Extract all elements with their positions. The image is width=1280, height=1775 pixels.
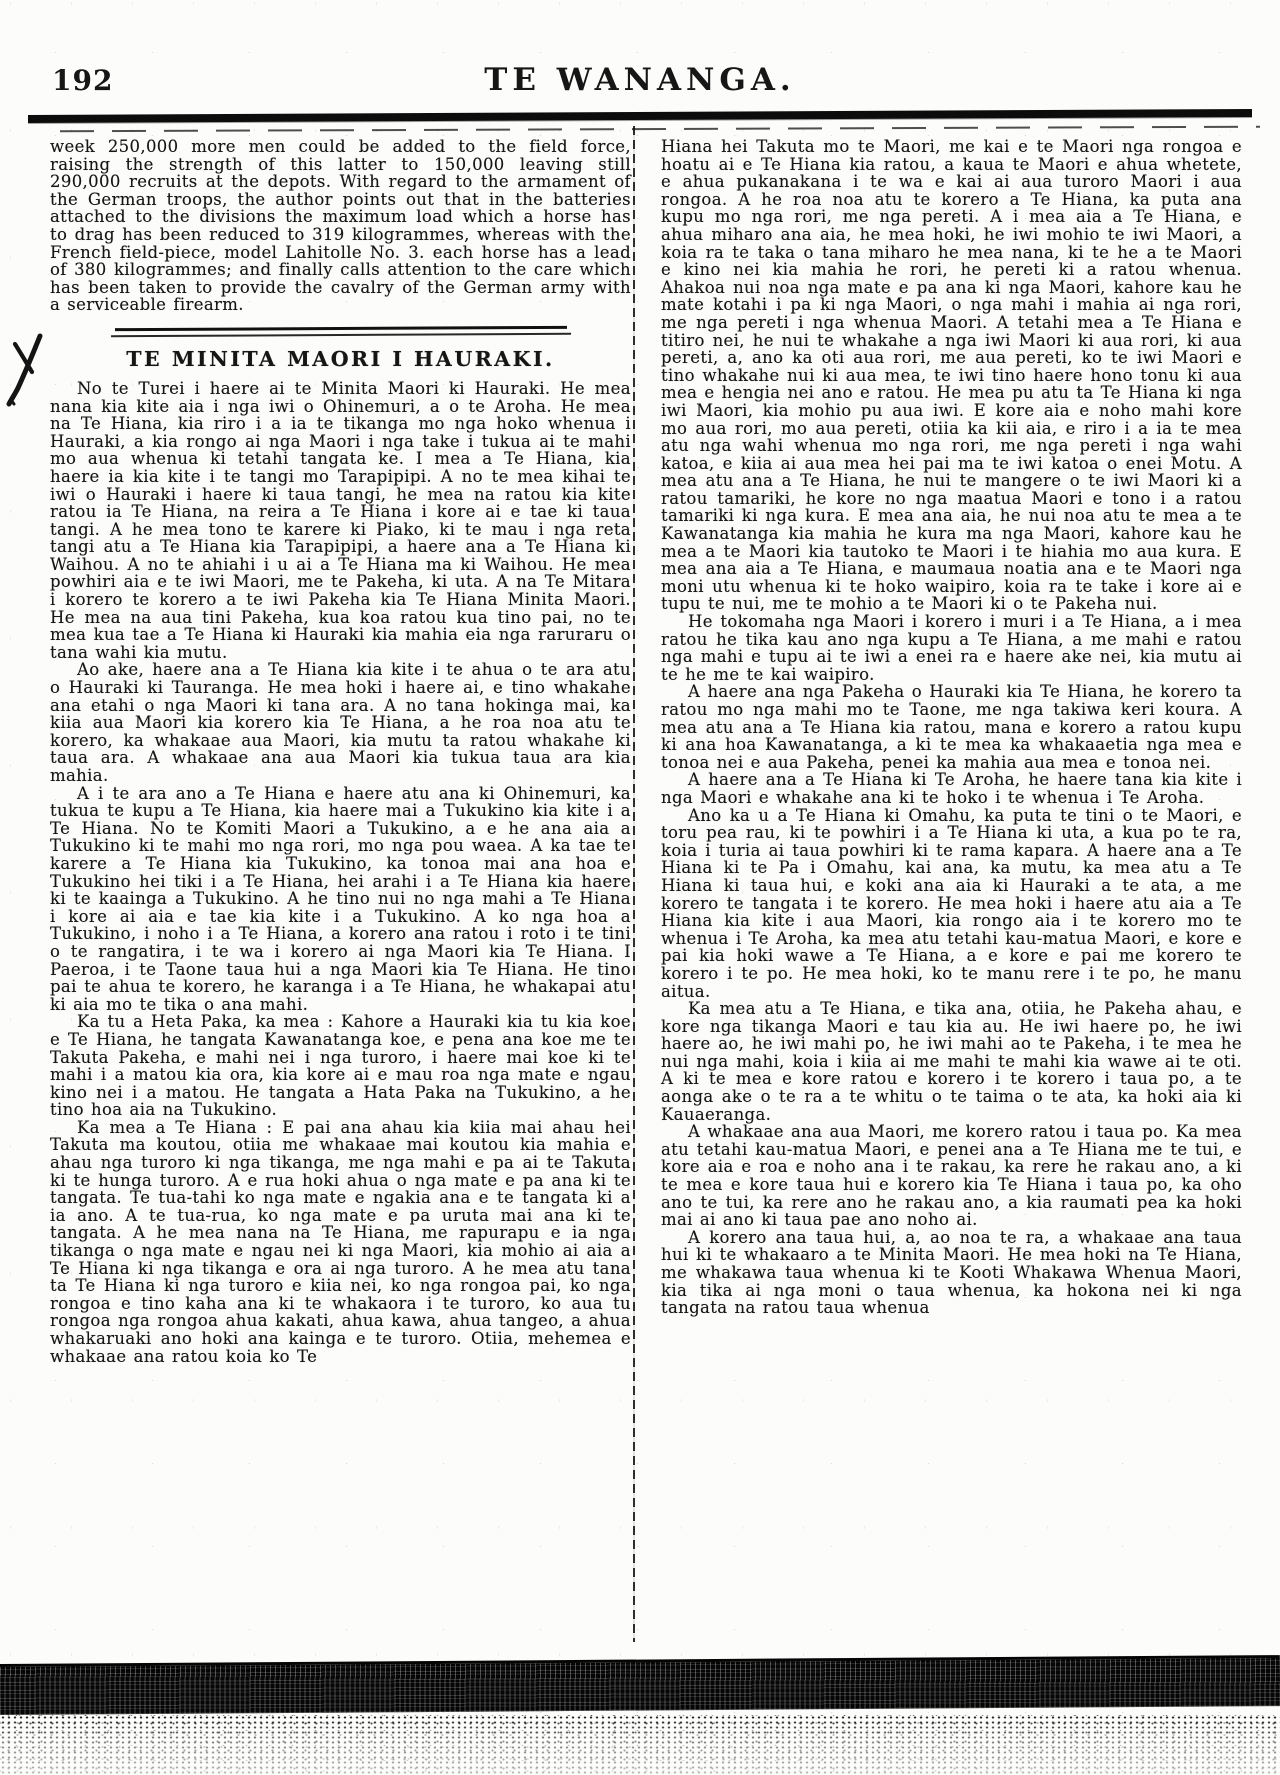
- paragraph: A haere ana nga Pakeha o Hauraki kia Te Hiana, he korero ta ratou mo nga mahi mo te Taone, me nga takiwa keri koura. A mea atu ana a Te Hiana kia ratou, mana e korero a ratou kupu ki ana hoa Kawanatanga, a ki te mea ka whakaaetia nga mea e tonoa nei e aua Pakeha, penei ka mahia aua mea e tonoa nei.: [661, 682, 1242, 772]
- handwritten-x-mark: [6, 330, 52, 410]
- paragraph: Ao ake, haere ana a Te Hiana kia kite i te ahua o te ara atu o Hauraki ki Tauranga. He mea hoki i haere ai, e tino whakahe ana etahi o nga Maori ki tana ara. A no tana hokinga mai, ka kiia aua Maori kia korero kia Te Hiana, a he roa noa atu te korero, ka whakaae aua Maori, kia mutu ta ratou whakahe ki taua ara. A whakaae ana aua Maori kia tukua taua ara kia mahia.: [50, 660, 631, 785]
- scan-artifact-band: [0, 1664, 1280, 1772]
- paragraph: Hiana hei Takuta mo te Maori, me kai e te Maori nga rongoa e hoatu ai e Te Hiana kia ratou, a kaua te Maori e ahua whetete, e ahua pukanakana i te wa e kai ai aua turoro Maori i aua rongoa. A he roa noa atu te korero a Te Hiana, ka puta ana kupu mo nga rori, me nga pereti. A i mea aia a Te Hiana, e ahua miharo ana aia, he mea hoki, he iwi mohio te iwi Maori, a koia ra te taka o tana miharo he mea nana, ki te he a te Maori e kino nei kia mahia he rori, he pereti ki a ratou whenua. Ahakoa nui noa nga mate e pa ana ki nga Maori, kahore kau he mate kotahi i pa ki nga Maori, o nga mahi i mahia ai nga rori, me nga pereti i nga whenua Maori. A tetahi mea a Te Hiana e titiro nei, he nui te whakahe a nga iwi Maori ki aua rori, ki aua pereti, a, ano ka oti aua rori, me aua pereti, ko te iwi Maori e tino whakahe nui ki aua mea, te iwi tino haere hono tonu ki aua mea e hengia nei ano e ratou. He mea pu atu ta Te Hiana ki nga iwi Maori, kia mohio pu aua iwi. E kore aia e noho mahi kore mo aua rori, mo aua pereti, otiia ka kii aia, e riro i a ia te mea atu nga wahi whenua mo nga rori, me nga pereti i nga wahi katoa, e kiia ai aua mea hei pai ma te iwi katoa o enei Motu. A mea atu ana a Te Hiana, he nui te mangere o te iwi Maori ki a ratou tamariki, he kore no nga maatua Maori e tono i a ratou tamariki ki nga kura. E mea ana aia, he nui noa atu te mea a te Kawanatanga kia mahia he kura ma nga Maori, kahore kau he mea a te Maori kia tautoko te Maori i te hiahia mo aua kura. E mea ana aia a Te Hiana, e maumaua noatia ana e te Maori nga moni utu whenua ki te hoko waipiro, koia ra te take i kore ai e tupu te nui, me te mohio a te Maori ki o te Pakeha nui.: [661, 137, 1242, 614]
- header-rule: [28, 109, 1252, 123]
- section-divider-rule: [110, 326, 570, 337]
- paragraph: A haere ana a Te Hiana ki Te Aroha, he haere tana kia kite i nga Maori e whakahe ana ki te hoko i te whenua i Te Aroha.: [661, 770, 1242, 807]
- paragraph: He tokomaha nga Maori i korero i muri i a Te Hiana, a i mea ratou he tika kau ano nga kupu a Te Hiana, a me mahi e ratou nga mahi e tupu ai te iwi a enei ra e haere ake nei, kia mutu ai te he me te kai waipiro.: [661, 612, 1242, 684]
- scan-speckle-noise: [0, 1715, 1280, 1775]
- right-column: [661, 138, 1242, 1365]
- paragraph: Ano ka u a Te Hiana ki Omahu, ka puta te tini o te Maori, e toru pea rau, ki te powhiri i a Te Hiana ki uta, a kua po te ra, koia i turia ai taua powhiri ki te rama kapara. A haere ana a Te Hiana ki te Pa i Omahu, kai ana, ka mutu, ka mea atu a Te Hiana ki taua hui, e koki ana aia ki Hauraki a te ata, a me korero te tangata i te korero. He mea hoki i haere atu aia a Te Hiana kia kite i aua Maori, kia rongo aia i te korero mo te whenua i Te Aroha, ka mea atu tetahi kau-matua Maori, e kore e pai kia hoki wawe a Te Hiana, a e kore e pai me korero te korero i te po. He mea hoki, ko te manu rere i te po, he manu aitua.: [661, 805, 1242, 1001]
- paragraph: Ka tu a Heta Paka, ka mea : Kahore a Hauraki kia tu kia koe e Te Hiana, he tangata Kawanatanga koe, e pena ana koe me te Takuta Pakeha, e mahi nei i nga turoro, i haere mai koe ki te mahi i a matou kia ora, kia kore ai e mau roa nga mate e ngau kino nei i a matou. He tangata a Hata Paka na Tukukino, a he tino hoa aia na Tukukino.: [50, 1012, 631, 1120]
- page-body: [50, 138, 1242, 1365]
- paragraph: A i te ara ano a Te Hiana e haere atu ana ki Ohinemuri, ka tukua te kupu a Te Hiana, kia haere mai a Tukukino kia kite i a Te Hiana. No te Komiti Maori a Tukukino, a e he ana aia a Tukukino ki te mahi mo nga rori, mo nga pou waea. A ka tae te karere a Te Hiana kia Tukukino, ka tonoa mai ana hoa e Tukukino hei tiki i a Te Hiana, hei arahi i a Te Hiana kia haere ki te kaainga a Tukukino. A he tino nui no nga mahi a Te Hiana i kore ai aia e tae kia kite i a Tukukino. A ko nga hoa a Tukukino, i noho i a Te Hiana, a korero ana ratou i roto i te tini o te rangatira, i te wa i korero ai nga Maori kia Te Hiana. I Paeroa, i te Taone taua hui a nga Maori kia Te Hiana. He tino pai te ahua te korero, he karanga i a Te Hiana, he whakapai atu ki aia mo te tika o ana mahi.: [50, 783, 631, 1014]
- left-column: [50, 138, 631, 1365]
- paragraph: A korero ana taua hui, a, ao noa te ra, a whakaae ana taua hui ki te whakaaro a te Minita Maori. He mea hoki na Te Hiana, me whakawa taua whenua ki te Kooti Whakawa Whenua Maori, kia tika ai nga moni o taua whenua, ka hokona nei ki nga tangata na ratou taua whenua: [661, 1227, 1242, 1318]
- paragraph: A whakaae ana aua Maori, me korero ratou i taua po. Ka mea atu tetahi kau-matua Maori, e penei ana a Te Hiana me te tui, e kore aia e roa e noho ana i te rakau, ka rere he rakau ano, a ki te mea e kore taua hui e korero kia Te Hiana i taua po, ka oho ano te tui, ka rere ano he rakau ano, a kia raumati pea ka hoki mai ai ano ki taua pae ano noho ai.: [661, 1122, 1242, 1230]
- paragraph: No te Turei i haere ai te Minita Maori ki Hauraki. He mea nana kia kite aia i nga iwi o Ohinemuri, a o te Aroha. He mea na Te Hiana, kia riro i a ia te tikanga mo nga hoko whenua i Hauraki, a kia rongo ai nga Maori i nga take i tukua ai te mahi mo aua whenua ki tetahi tangata ke. I mea a Te Hiana, kia haere ia kia kite i te tangi mo Tarapipipi. A no te mea kihai te iwi o Hauraki i haere ki taua tangi, he mea na ratou kia kite ratou ia Te Hiana, na reira a Te Hiana i kore ai e tae ki taua tangi. A he mea tono te karere ki Piako, ki te mau i nga reta tangi atu a Te Hiana kia Tarapipipi, a haere ana a Te Hiana ki Waihou. A no te ahiahi i u ai a Te Hiana ma ki Waihou. He mea powhiri aia e te iwi Maori, me te Pakeha, ki uta. A na Te Mitara i korero te korero a te iwi Pakeha kia Te Hiana Minita Maori. He mea na aua tini Pakeha, kua koa ratou kua tino pai, no te mea kua tae a Te Hiana ki Hauraki kia mahia eia nga raruraru o tana wahi kia mutu.: [50, 378, 631, 662]
- paragraph: week 250,000 more men could be added to the field force, raising the strength of this latter to 150,000 leaving still 290,000 recruits at the depots. With regard to the armament of the German troops, the author points out that in the batteries attached to the divisions the maximum load which a horse has to drag has been reduced to 319 kilogrammes, whereas with the French field-piece, model Lahitolle No. 3. each horse has a lead of 380 kilogrammes; and finally calls attention to the care which has been taken to provide the cavalry of the German army with a serviceable firearm.: [50, 137, 631, 315]
- header-rule-thin: [60, 126, 1260, 133]
- paragraph: Ka mea a Te Hiana : E pai ana ahau kia kiia mai ahau hei Takuta ma koutou, otiia me whakaae mai koutou kia mahia e ahau nga turoro ki nga tikanga, me nga mahi e pa ai te Takuta ki te hunga turoro. A e rua hoki ahua o nga mate e pa ana ki te tangata. Te tua-tahi ko nga mate e ngakia ana e te tangata ki a ia ano. A te tua-rua, ko nga mate e pa uruta mai ana ki te tangata. A he mea nana na Te Hiana, me rapurapu e ia nga tikanga o nga mate e ngau nei ki nga Maori, kia mohio ai aia a Te Hiana ki nga tikanga e ora ai nga turoro. A he mea atu tana ta Te Hiana ki nga turoro e kiia nei, ko nga rongoa pai, ko nga rongoa e tino kaha ana ki te whakaora i te turoro, ko aua tu rongoa nga rongoa ahua kakati, ahua kawa, ahua tangeo, a ahua whakaruaki ano hoki ana kainga e te turoro. Otiia, mehemea e whakaae ana ratou koia ko Te: [50, 1117, 631, 1366]
- paragraph: Ka mea atu a Te Hiana, e tika ana, otiia, he Pakeha ahau, e kore nga tikanga Maori e tau kia au. He iwi haere po, he iwi haere ao, he iwi mahi po, he iwi mahi ao te Pakeha, i te mea he nui nga mahi, koia i kiia ai me mahi te mahi kia wawe ai te oti. A ki te mea e kore ratou e korero i te korero i taua po, a te aonga ake o te ra a te whitu o te taima o te ata, ka hoki aia ki Kauaeranga.: [661, 999, 1242, 1124]
- page-number: 192: [52, 64, 114, 97]
- masthead-title: TE WANANGA.: [484, 62, 796, 98]
- article-body-right: [661, 613, 1242, 1317]
- scan-dark-strip: [0, 1655, 1280, 1715]
- article-body-left: [50, 380, 631, 1365]
- article-heading: TE MINITA MAORI I HAURAKI.: [126, 346, 555, 371]
